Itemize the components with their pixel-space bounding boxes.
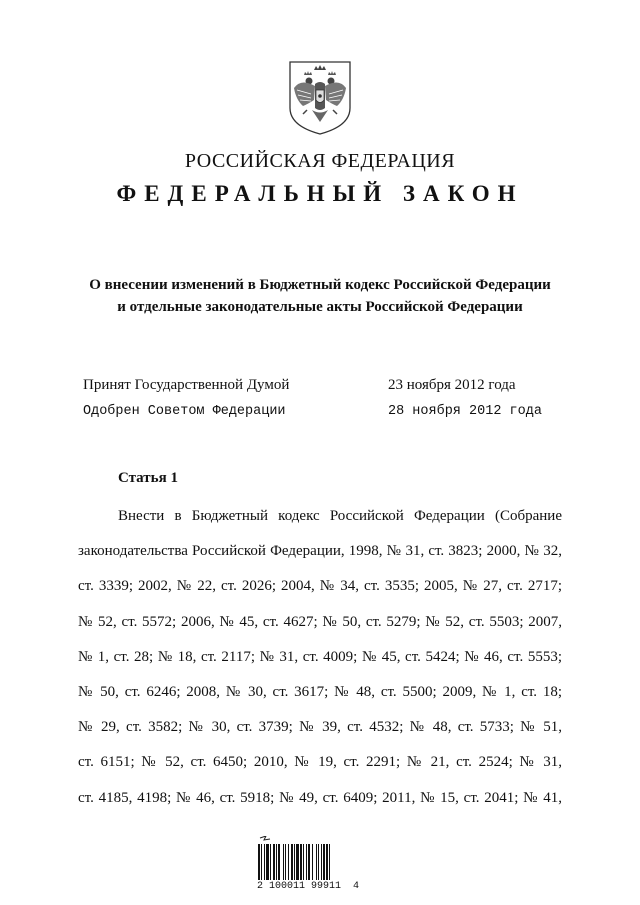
- body-line: ст. 3339; 2002, № 22, ст. 2026; 2004, № 34, ст. 3535; 2005, № 27, ст. 2717;: [78, 578, 562, 595]
- law-title: [40, 274, 600, 318]
- body-line: № 52, ст. 5572; 2006, № 45, ст. 4627; № 50, ст. 5279; № 52, ст. 5503; 2007,: [78, 613, 562, 630]
- body-line: ст. 6151; № 52, ст. 6450; 2010, № 19, ст. 2291; № 21, ст. 2524; № 31,: [78, 754, 562, 771]
- article-body: [78, 499, 562, 816]
- body-line: ст. 4185, 4198; № 46, ст. 5918; № 49, ст. 6409; 2011, № 15, ст. 2041; № 41,: [78, 789, 562, 806]
- barcode-number: 2 100011 99911 4: [257, 881, 360, 892]
- barcode: [252, 836, 374, 882]
- body-line: Внести в Бюджетный кодекс Российской Федерации (Собрание: [118, 508, 562, 524]
- document-type-heading: ФЕДЕРАЛЬНЫЙ ЗАКОН: [116, 181, 524, 206]
- council-approval-label: Одобрен Советом Федерации: [83, 404, 286, 419]
- body-line: № 1, ст. 28; № 18, ст. 2117; № 31, ст. 4009; № 45, ст. 5424; № 46, ст. 5553;: [78, 648, 562, 665]
- body-line: № 29, ст. 3582; № 30, ст. 3739; № 39, ст. 4532; № 48, ст. 5733; № 51,: [78, 719, 562, 736]
- law-title-line: и отдельные законодательные акты Российской Федерации: [117, 299, 523, 315]
- duma-adoption-label: Принят Государственной Думой: [83, 377, 290, 393]
- body-line: законодательства Российской Федерации, 1998, № 31, ст. 3823; 2000, № 32,: [78, 543, 562, 560]
- body-line: № 50, ст. 6246; 2008, № 30, ст. 3617; № 48, ст. 5500; 2009, № 1, ст. 18;: [78, 683, 562, 700]
- law-title-line: О внесении изменений в Бюджетный кодекс Российской Федерации: [89, 277, 551, 293]
- council-approval-date: 28 ноября 2012 года: [388, 404, 542, 419]
- coat-of-arms-emblem: [287, 60, 353, 136]
- article-heading: Статья 1: [118, 470, 178, 486]
- duma-adoption-date: 23 ноября 2012 года: [388, 377, 516, 393]
- country-heading: РОССИЙСКАЯ ФЕДЕРАЦИЯ: [184, 150, 456, 172]
